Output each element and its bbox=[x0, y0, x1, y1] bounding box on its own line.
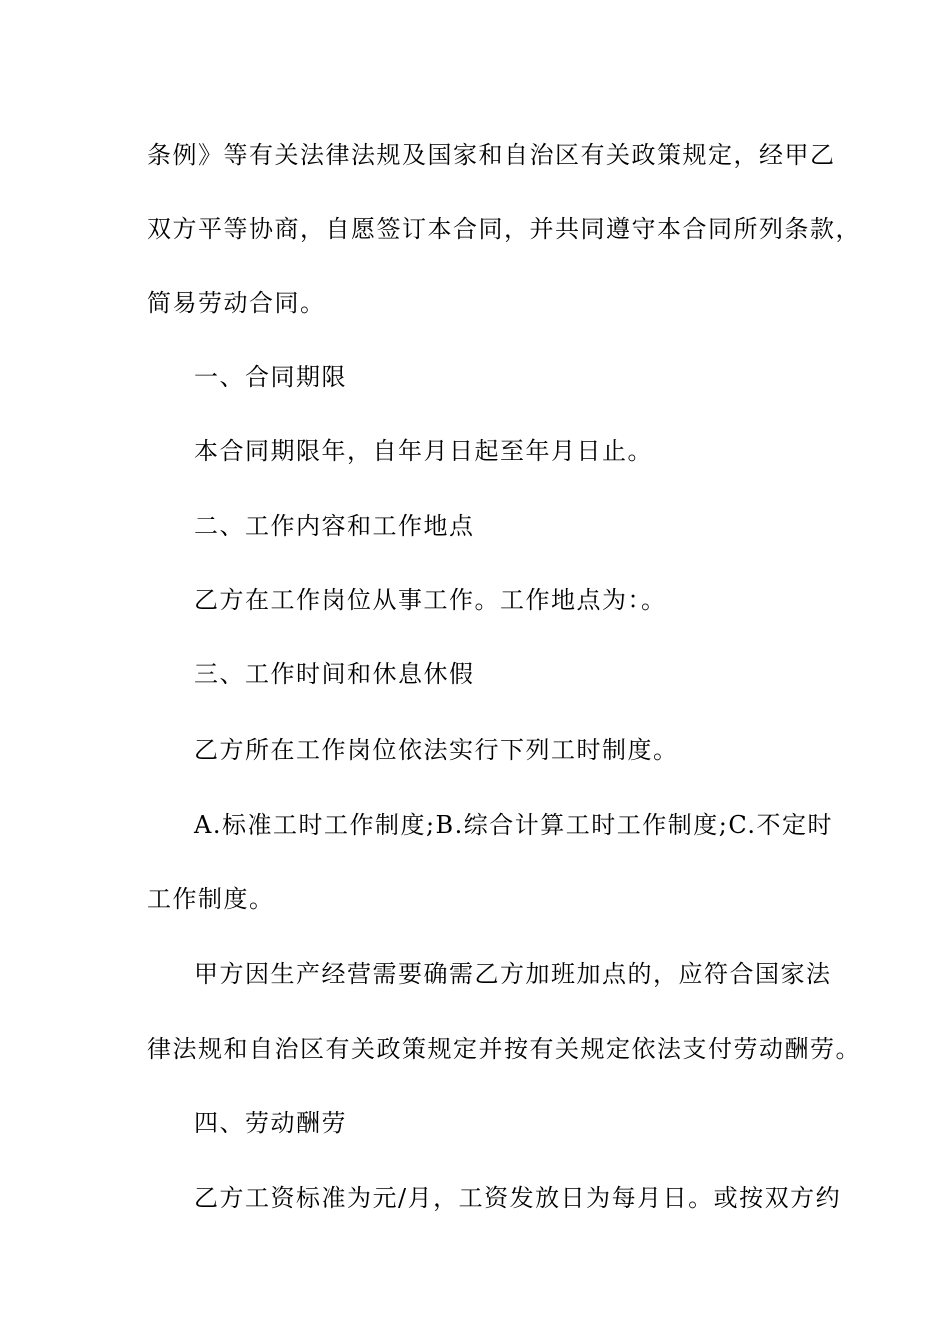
paragraph-line: 乙方所在工作岗位依法实行下列工时制度。 bbox=[194, 736, 679, 764]
paragraph-line: 律法规和自治区有关政策规定并按有关规定依法支付劳动酬劳。 bbox=[147, 1035, 861, 1063]
paragraph-line: 本合同期限年，自年月日起至年月日止。 bbox=[194, 437, 653, 465]
section-heading: 二、工作内容和工作地点 bbox=[194, 512, 475, 540]
paragraph-line: 甲方因生产经营需要确需乙方加班加点的，应符合国家法 bbox=[194, 960, 832, 988]
section-heading: 四、劳动酬劳 bbox=[194, 1109, 347, 1137]
paragraph-line: 双方平等协商，自愿签订本合同，并共同遵守本合同所列条款， bbox=[147, 215, 861, 243]
section-heading: 三、工作时间和休息休假 bbox=[194, 660, 475, 688]
paragraph-line: 工作制度。 bbox=[147, 885, 275, 913]
section-heading: 一、合同期限 bbox=[194, 363, 347, 391]
paragraph-line: A.标准工时工作制度;B.综合计算工时工作制度;C.不定时 bbox=[194, 811, 834, 839]
paragraph-line: 乙方在工作岗位从事工作。工作地点为：。 bbox=[194, 586, 667, 614]
paragraph-line: 条例》等有关法律法规及国家和自治区有关政策规定，经甲乙 bbox=[147, 141, 836, 169]
paragraph-line: 简易劳动合同。 bbox=[147, 289, 326, 317]
paragraph-line: 乙方工资标准为元/月，工资发放日为每月日。或按双方约 bbox=[194, 1184, 842, 1212]
